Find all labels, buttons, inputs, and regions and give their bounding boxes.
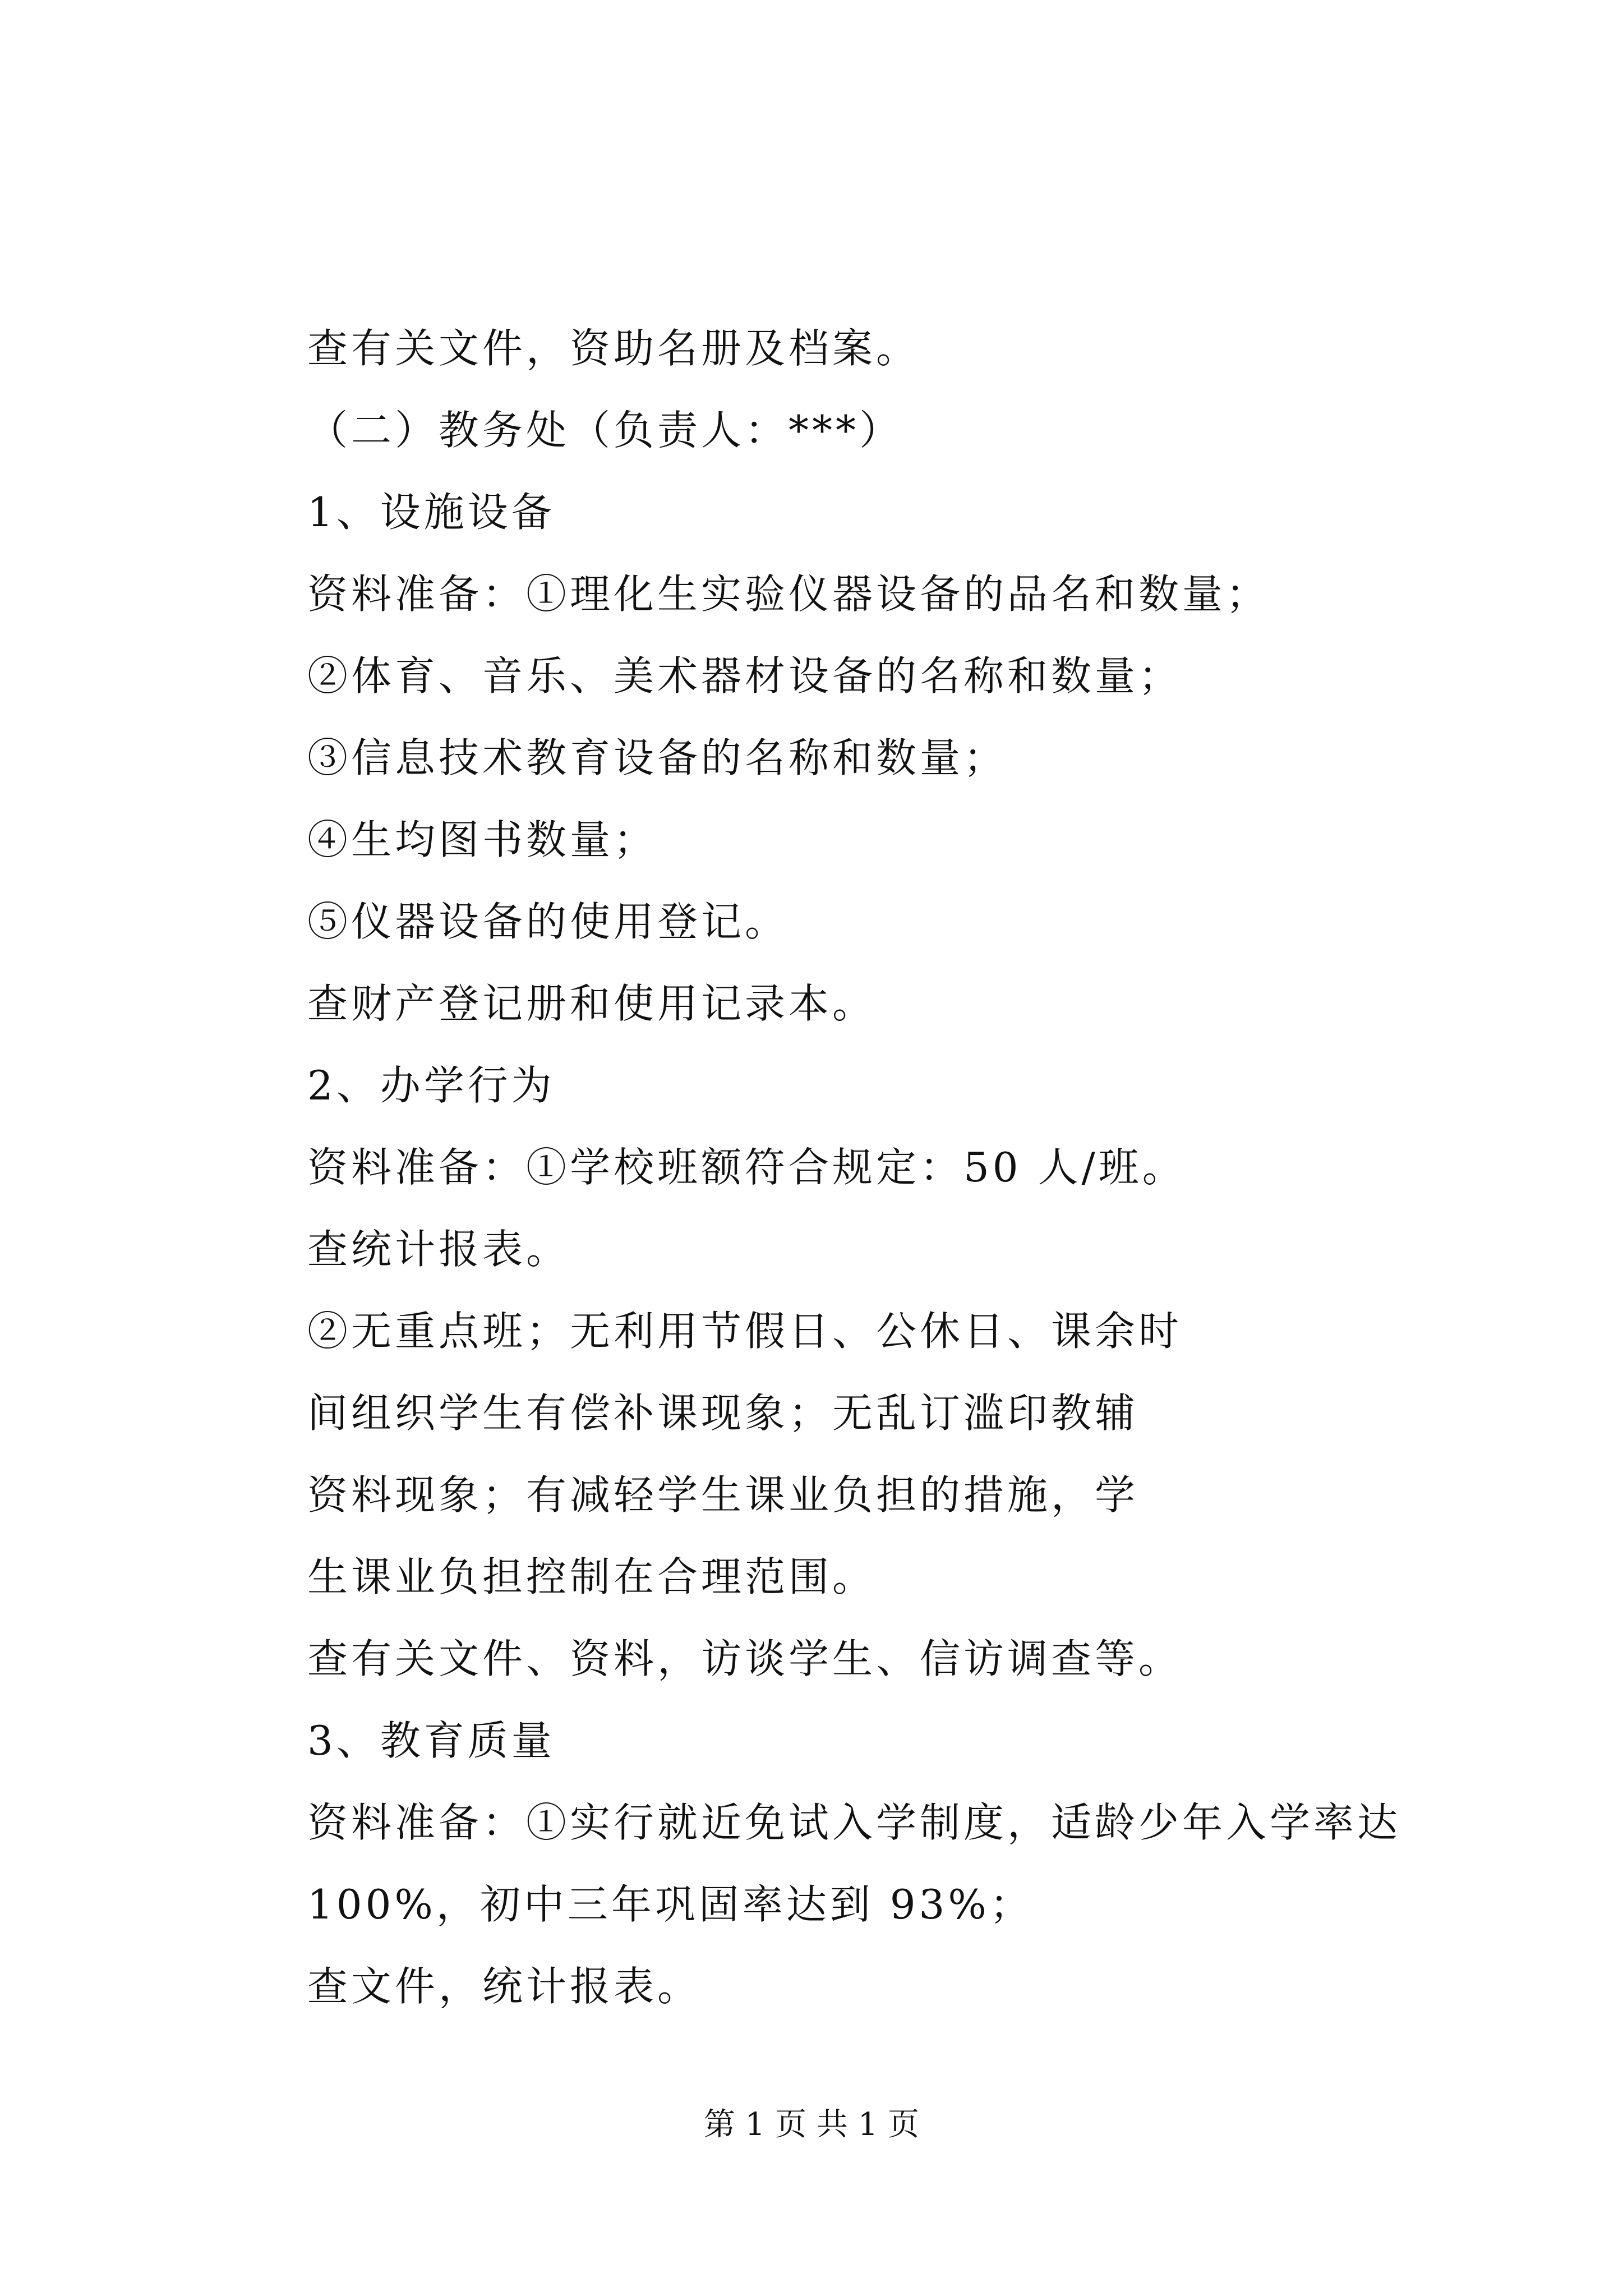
body-line: ③信息技术教育设备的名称和数量； bbox=[307, 734, 1008, 781]
body-line: 查统计报表。 bbox=[307, 1226, 570, 1273]
body-line: 查有关文件，资助名册及档案。 bbox=[307, 325, 920, 372]
body-line: ②体育、音乐、美术器材设备的名称和数量； bbox=[307, 652, 1183, 700]
body-line: 资料准备：①学校班额符合规定：50 人/班。 bbox=[307, 1144, 1186, 1191]
body-line: 查财产登记册和使用记录本。 bbox=[307, 980, 877, 1027]
body-line: ②无重点班；无利用节假日、公休日、课余时 bbox=[307, 1308, 1183, 1355]
section-heading: （二）教务处（负责人：***） bbox=[307, 407, 903, 454]
body-line: 查文件，统计报表。 bbox=[307, 1963, 702, 2010]
page-footer: 第 1 页 共 1 页 bbox=[703, 2106, 920, 2143]
body-line: ⑤仪器设备的使用登记。 bbox=[307, 898, 789, 945]
body-line: 资料准备：①理化生实验仪器设备的品名和数量； bbox=[307, 570, 1270, 618]
subsection-heading: 2、办学行为 bbox=[307, 1062, 555, 1109]
subsection-heading: 1、设施设备 bbox=[307, 489, 555, 536]
body-line: ④生均图书数量； bbox=[307, 816, 658, 863]
body-line: 查有关文件、资料，访谈学生、信访调查等。 bbox=[307, 1635, 1183, 1682]
subsection-heading: 3、教育质量 bbox=[307, 1717, 555, 1764]
body-line: 资料准备：①实行就近免试入学制度，适龄少年入学率达 bbox=[307, 1799, 1401, 1846]
document-body bbox=[307, 307, 1541, 2027]
body-line: 间组织学生有偿补课现象；无乱订滥印教辅 bbox=[307, 1389, 1139, 1437]
body-line: 100%，初中三年巩固率达到 93%； bbox=[307, 1881, 1034, 1928]
body-line: 生课业负担控制在合理范围。 bbox=[307, 1553, 877, 1600]
body-line: 资料现象；有减轻学生课业负担的措施，学 bbox=[307, 1471, 1139, 1519]
